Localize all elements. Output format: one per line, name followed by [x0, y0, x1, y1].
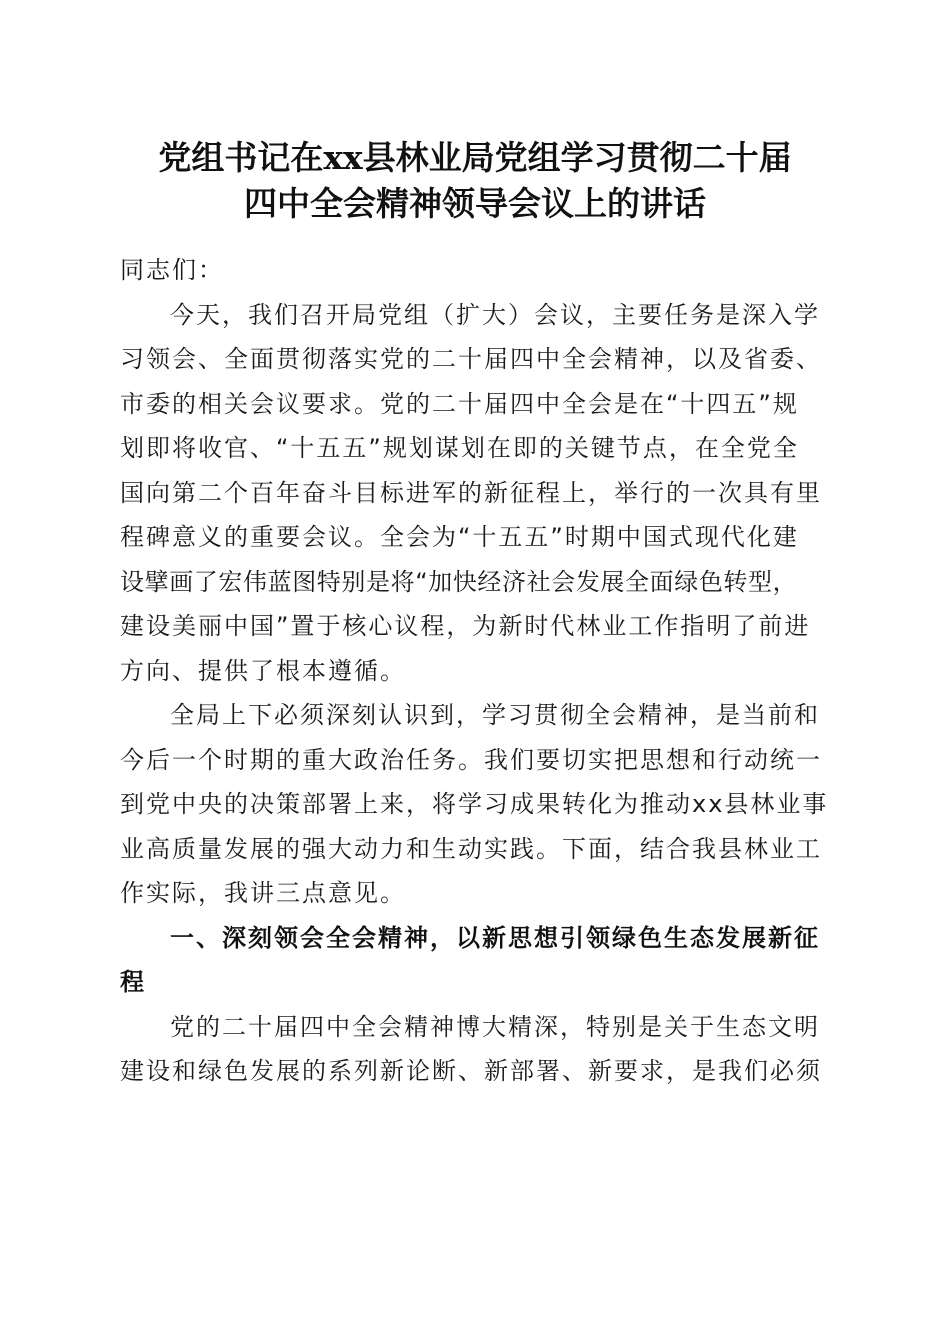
paragraph-1-line: 设擘画了宏伟蓝图特别是将“加快经济社会发展全面绿色转型，: [120, 567, 798, 596]
section-heading-1-cont: 程: [120, 968, 146, 996]
paragraph-2-line: 业高质量发展的强大动力和生动实践。下面，结合我县林业工: [120, 834, 822, 863]
paragraph-1-line: 建设美丽中国”置于核心议程，为新时代林业工作指明了前进: [120, 612, 811, 640]
paragraph-1-line: 市委的相关会议要求。党的二十届四中全会是在“十四五”规: [120, 389, 799, 418]
section-heading-1: 一、深刻领会全会精神，以新思想引领绿色生态发展新征: [170, 923, 820, 952]
paragraph-2-line: 全局上下必须深刻认识到，学习贯彻全会精神，是当前和: [170, 701, 820, 729]
paragraph-1-line: 程碑意义的重要会议。全会为“十五五”时期中国式现代化建: [120, 523, 799, 551]
paragraph-2-line: 今后一个时期的重大政治任务。我们要切实把思想和行动统一: [120, 745, 822, 774]
paragraph-1-line: 国向第二个百年奋斗目标进军的新征程上，举行的一次具有里: [120, 478, 822, 507]
paragraph-1-line: 方向、提供了根本遵循。: [120, 656, 406, 685]
title-line-1: 党组书记在xx县林业局党组学习贯彻二十届: [158, 138, 792, 177]
paragraph-3-line: 建设和绿色发展的系列新论断、新部署、新要求，是我们必须: [120, 1057, 822, 1085]
document-body: [120, 248, 830, 1094]
title-line-2: 四中全会精神领导会议上的讲话: [244, 184, 706, 223]
paragraph-2-line: 作实际，我讲三点意见。: [120, 879, 406, 907]
paragraph-3-line: 党的二十届四中全会精神博大精深，特别是关于生态文明: [170, 1012, 820, 1041]
paragraph-2-line: 到党中央的决策部署上来，将学习成果转化为推动xx县林业事: [120, 790, 829, 818]
paragraph-1-line: 习领会、全面贯彻落实党的二十届四中全会精神，以及省委、: [120, 345, 822, 373]
paragraph-1-line: 划即将收官、“十五五”规划谋划在即的关键节点，在全党全: [120, 434, 799, 462]
salutation: 同志们：: [120, 256, 224, 284]
document-title: [100, 135, 850, 227]
paragraph-1-line: 今天，我们召开局党组（扩大）会议，主要任务是深入学: [170, 300, 820, 329]
